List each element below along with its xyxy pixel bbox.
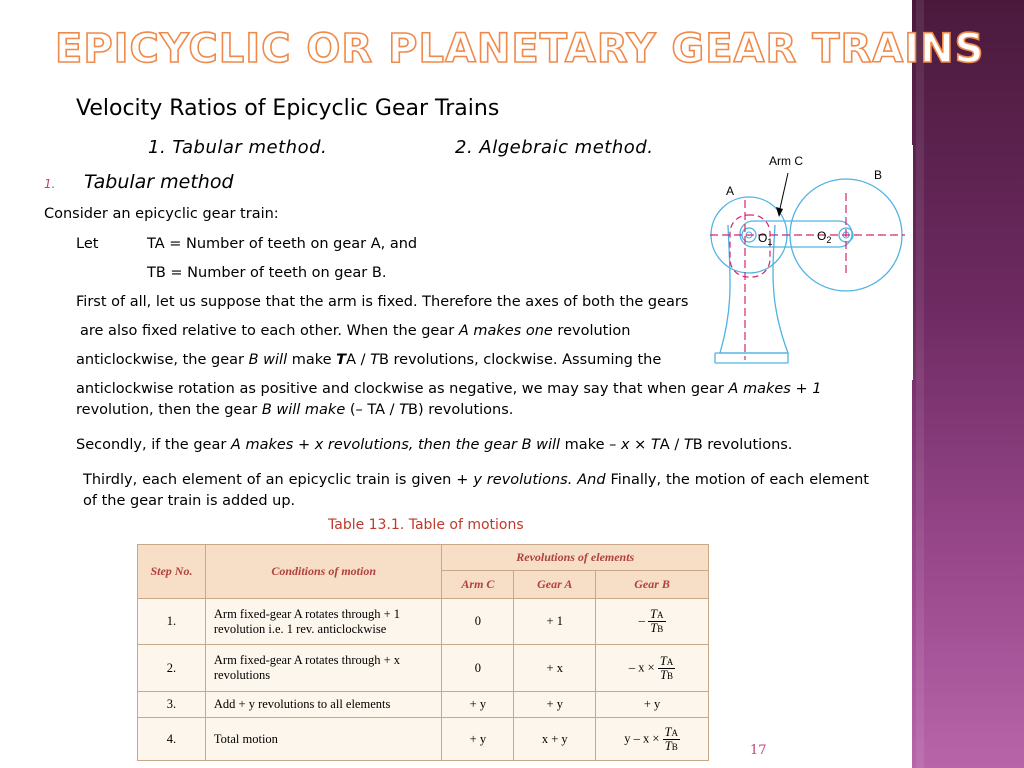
header-conditions: Conditions of motion [205, 545, 442, 599]
paragraph-2: anticlockwise rotation as positive and clockwise as negative, we may say that when gear A makes + 1 revolution, then the gear B will make (– TA / TB) revolutions. [76, 381, 822, 418]
ratio-fraction: $\frac{TA}{TB}$ [664, 724, 678, 753]
header-gear-a: Gear A [514, 571, 596, 599]
header-arm-c: Arm C [442, 571, 514, 599]
page-number: 17 [750, 743, 767, 758]
header-gear-b: Gear B [596, 571, 709, 599]
method-1: 1. Tabular method. [148, 137, 328, 158]
ta-definition: TA = Number of teeth on gear A, and [147, 236, 418, 252]
let-label: Let [76, 236, 99, 252]
slide-title: EPICYCLIC OR PLANETARY GEAR TRAINS [55, 26, 985, 72]
method-2: 2. Algebraic method. [455, 137, 654, 158]
table-row: 1. Arm fixed-gear A rotates through + 1 revolution i.e. 1 rev. anticlockwise 0 + 1 – $\frac{TA}{TB}$ [138, 599, 709, 645]
paragraph-1-line-2: are also fixed relative to each other. When the gear A makes one revolution [80, 323, 631, 339]
table-row: 2. Arm fixed-gear A rotates through + x revolutions 0 + x – x × $\frac{TA}{TB}$ [138, 645, 709, 691]
arm-c [740, 221, 852, 247]
paragraph-1-line-1: First of all, let us suppose that the arm is fixed. Therefore the axes of both the gears [76, 294, 689, 310]
paragraph-4: Thirdly, each element of an epicyclic train is given + y revolutions. And Finally, the motion of each element of the gear train is added up. [83, 472, 869, 509]
gear-b-label: B [874, 168, 883, 182]
ratio-fraction: $\frac{TA}{TB}$ [650, 607, 664, 636]
o1-label: $O_1$ [758, 231, 773, 247]
table-row: 4. Total motion + y x + y y – x × $\frac{TA}{TB}$ [138, 718, 709, 761]
subheading: Velocity Ratios of Epicyclic Gear Trains [76, 96, 500, 121]
header-revolutions: Revolutions of elements [442, 545, 709, 571]
consider-line: Consider an epicyclic gear train: [44, 206, 279, 222]
motion-table [137, 544, 709, 761]
table-caption: Table 13.1. Table of motions [328, 517, 524, 533]
bullet-number: 1. [44, 177, 56, 191]
gear-a-label: A [726, 184, 735, 198]
bullet-text: Tabular method [84, 171, 234, 193]
arm-c-label: Arm C [769, 154, 803, 168]
paragraph-1-line-3: anticlockwise, the gear B will make TA / TB revolutions, clockwise. Assuming the [76, 352, 662, 368]
gear-train-figure [700, 145, 913, 380]
decorative-sidebar [912, 0, 1024, 768]
table-row: 3. Add + y revolutions to all elements + y + y + y [138, 691, 709, 718]
tb-definition: TB = Number of teeth on gear B. [147, 265, 387, 281]
header-step: Step No. [138, 545, 206, 599]
o2-label: $O_2$ [817, 229, 832, 245]
ratio-fraction: $\frac{TA}{TB}$ [659, 653, 674, 682]
paragraph-3: Secondly, if the gear A makes + x revolutions, then the gear B will make – x × TA / TB revolutions. [76, 437, 793, 453]
